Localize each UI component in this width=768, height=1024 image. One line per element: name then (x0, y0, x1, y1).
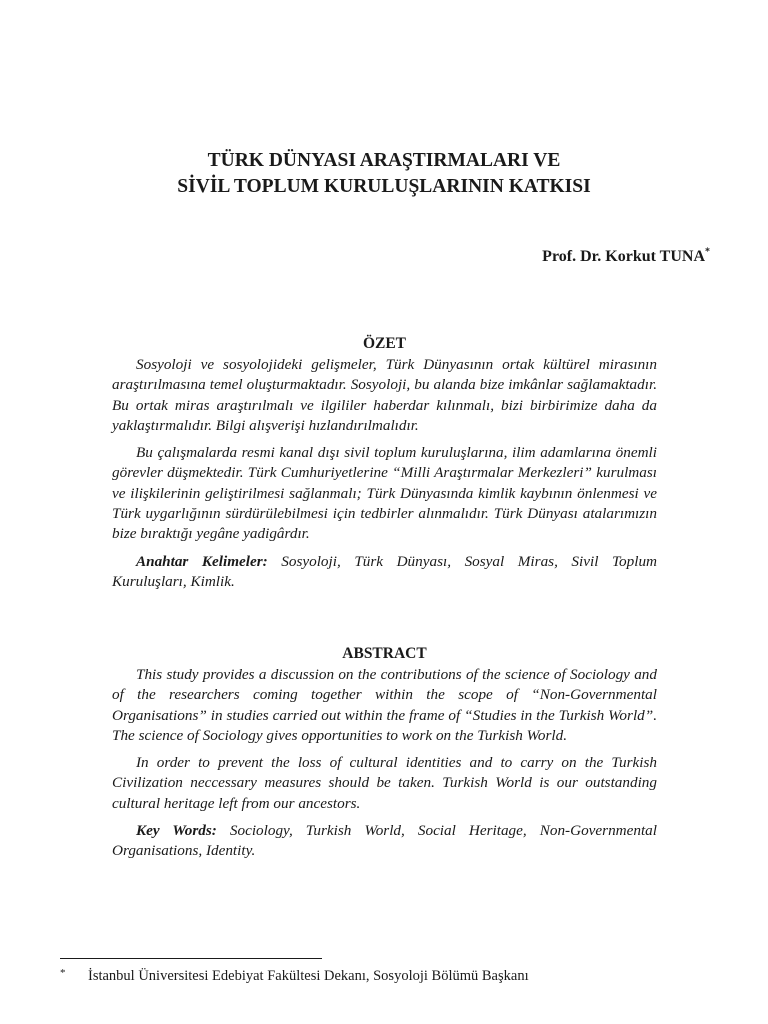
author-name: Prof. Dr. Korkut TUNA (542, 248, 705, 265)
footnote-mark: * (60, 967, 66, 979)
abstract-heading: ABSTRACT (342, 645, 427, 662)
ozet-paragraph-1: Sosyoloji ve sosyolojideki gelişmeler, Türk Dünyasının ortak kültürel mirasının araştırılmasına temel oluşturmaktadır. Sosyoloji, bu alanda bize imkânlar sağlamaktadır. Bu ortak miras araştırılmalı ve ilgililer haberdar kılınmalı, bizi birbirimize daha da yaklaştırmalıdır. Bilgi alışverişi hızlandırılmalıdır. (112, 356, 657, 434)
paper-title (60, 148, 708, 200)
abstract-keywords-label: Key Words: (136, 822, 217, 840)
abstract-keywords-text: Sociology, Turkish World, Social Heritage, Non-Governmental Organisations, Identity. (112, 822, 657, 860)
footnote (60, 968, 529, 985)
abstract-section (112, 645, 657, 869)
abstract-paragraph-2: In order to prevent the loss of cultural identities and to carry on the Turkish Civilization neccessary measures should be taken. Turkish World is our outstanding cultural heritage left from our ancestors. (112, 754, 657, 812)
footnote-divider (60, 958, 322, 959)
abstract-keywords (112, 821, 657, 862)
ozet-paragraph-2: Bu çalışmalarda resmi kanal dışı sivil toplum kuruluşlarına, ilim adamlarına önemli görevler düşmektedir. Türk Cumhuriyetlerine “Milli Araştırmalar Merkezleri” kurulması ve ilişkilerinin geliştirilmesi sağlanmalı; Türk Dünyasında kimlik kaybının önlenmesi ve Türk uygarlığının sürdürülebilmesi için tedbirler alınmalıdır. Türk Dünyası atalarımızın bize bıraktığı yegâne yadigârdır. (112, 444, 657, 543)
author-footnote-mark: * (705, 246, 710, 258)
ozet-keywords (112, 552, 657, 593)
footnote-text: İstanbul Üniversitesi Edebiyat Fakültesi Dekanı, Sosyoloji Bölümü Başkanı (88, 968, 529, 984)
ozet-keywords-label: Anahtar Kelimeler: (136, 552, 268, 570)
ozet-section (112, 335, 657, 599)
abstract-paragraph-1: This study provides a discussion on the contributions of the science of Sociology and of the researchers coming together within the scope of “Non-Governmental Organisations” in studies carried out within the frame of “Studies in the Turkish World”. The science of Sociology gives opportunities to work on the Turkish World. (112, 666, 657, 744)
ozet-keywords-text: Sosyoloji, Türk Dünyası, Sosyal Miras, Sivil Toplum Kuruluşları, Kimlik. (112, 552, 658, 590)
title-line-2: SİVİL TOPLUM KURULUŞLARININ KATKISI (177, 176, 591, 197)
title-line-1: TÜRK DÜNYASI ARAŞTIRMALARI VE (207, 150, 561, 171)
author (542, 248, 710, 266)
ozet-heading: ÖZET (362, 335, 407, 352)
